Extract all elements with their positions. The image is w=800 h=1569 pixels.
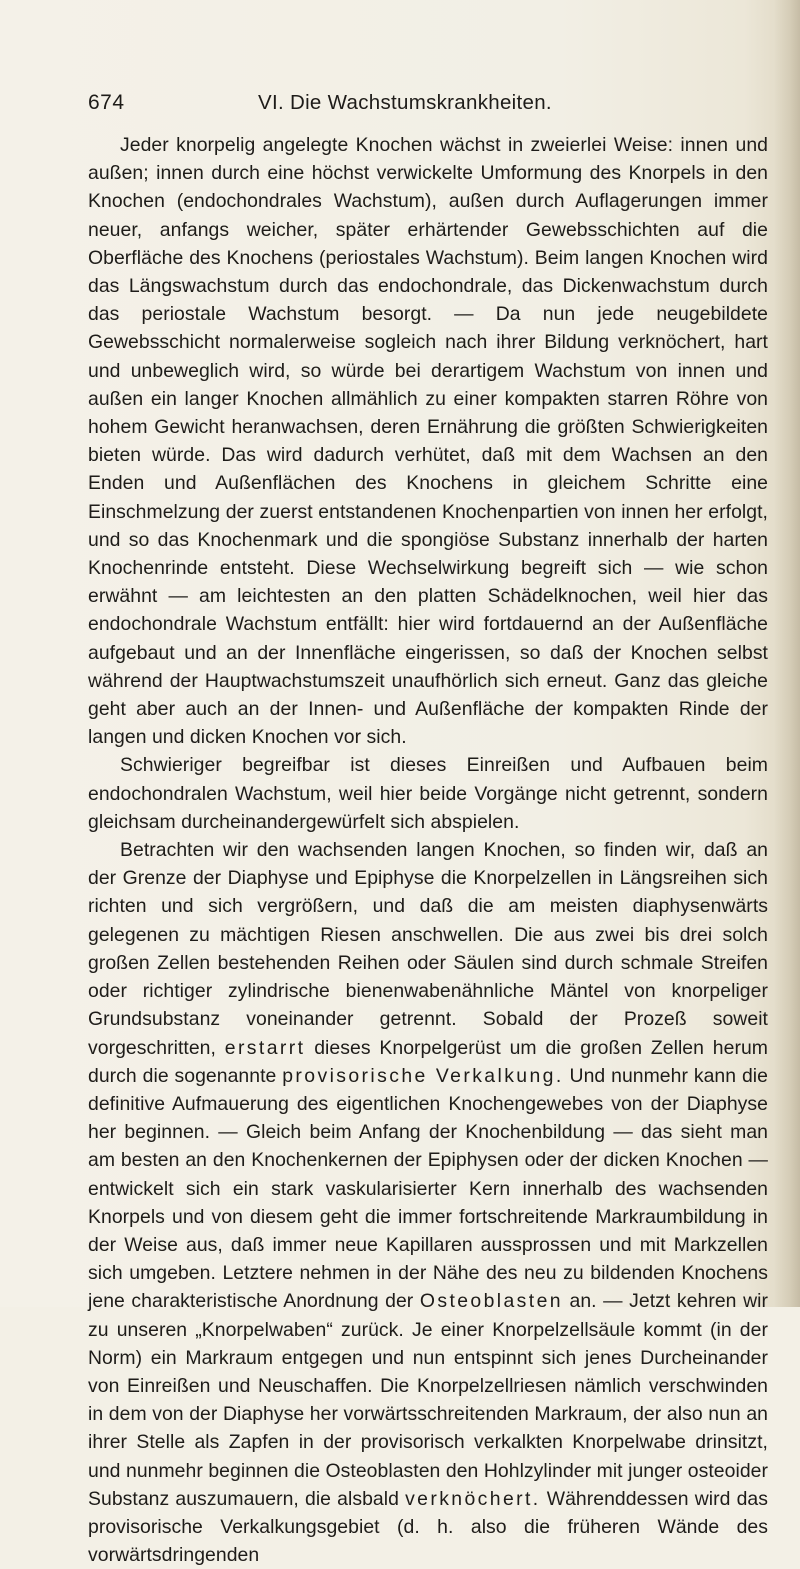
- spaced-term-erstarrt: erstarrt: [224, 1036, 306, 1059]
- spaced-term-provisorische-verkalkung: provisorische Verkalkung.: [282, 1064, 564, 1087]
- paragraph-3-text-1: Betrachten wir den wachsenden langen Knochen, so finden wir, daß an der Grenze der Diaphyse und Epiphyse die Knorpelzellen in Längsreihen sich richten und sich vergrößern, und daß die am meisten diaphysenwärts gelegenen zu mächtigen Riesen anschwellen. Die aus zwei bis drei solch großen Zellen bestehenden Reihen oder Säulen sind durch schmale Streifen oder richtiger zylindrische bienenwabenähnliche Mäntel von knorpeliger Grundsubstanz voneinander getrennt. Sobald der Prozeß soweit vorgeschritten,: [88, 839, 768, 1059]
- paragraph-3-text-4: an. — Jetzt kehren wir zu unseren „Knorpelwaben“ zurück. Je einer Knorpelzellsäule kommt (in der Norm) ein Markraum entgegen und nun entspinnt sich jenes Durcheinander von Einreißen und Neuschaffen. Die Knorpelzellriesen nämlich verschwinden in dem von der Diaphyse her vorwärtsschreitenden Markraum, der also nun an ihrer Stelle als Zapfen in der provisorisch verkalkten Knorpelwabe drinsitzt, und nunmehr beginnen die Osteoblasten den Hohlzylinder mit junger osteoider Substanz auszumauern, die alsbald: [88, 1290, 768, 1510]
- paragraph-3: [88, 836, 768, 1569]
- page-number: 674: [88, 91, 125, 114]
- page-edge-shadow: [774, 0, 800, 1307]
- page-header: [88, 91, 768, 121]
- spaced-term-verknoechert: verknöchert.: [405, 1487, 541, 1510]
- paragraph-3-text-3: Und nunmehr kann die definitive Aufmauerung des eigentlichen Knochengewebes von der Diaphyse her beginnen. — Gleich beim Anfang der Knochenbildung — das sieht man am besten an den Knochenkernen der Epiphysen oder der dicken Knochen — entwickelt sich ein stark vaskularisierter Kern innerhalb des wachsenden Knorpels und von diesem geht die immer fortschreitende Markraumbildung in der Weise aus, daß immer neue Kapillaren aussprossen und mit Markzellen sich umgeben. Letztere nehmen in der Nähe des neu zu bildenden Knochens jene charakteristische Anordnung der: [88, 1064, 768, 1313]
- paragraph-2: Schwieriger begreifbar ist dieses Einreißen und Aufbauen beim endochondralen Wachstum, weil hier beide Vorgänge nicht getrennt, sondern gleichsam durcheinandergewürfelt sich abspielen.: [88, 754, 768, 833]
- paragraph-1: Jeder knorpelig angelegte Knochen wächst in zweierlei Weise: innen und außen; innen durch eine höchst verwickelte Umformung des Knorpels in den Knochen (endochondrales Wachstum), außen durch Auflagerungen immer neuer, anfangs weicher, später erhärtender Gewebsschichten auf die Oberfläche des Knochens (periostales Wachstum). Beim langen Knochen wird das Längswachstum durch das endochondrale, das Dickenwachstum durch das periostale Wachstum besorgt. — Da nun jede neugebildete Gewebsschicht normalerweise sogleich nach ihrer Bildung verknöchert, hart und unbeweglich wird, so würde bei derartigem Wachstum von innen und außen ein langer Knochen allmählich zu einer kompakten starren Röhre von hohem Gewicht heranwachsen, deren Ernährung die größten Schwierigkeiten bieten würde. Das wird dadurch verhütet, daß mit dem Wachsen an den Enden und Außenflächen des Knochens in gleichem Schritte eine Einschmelzung der zuerst entstandenen Knochenpartien von innen her erfolgt, und so das Knochenmark und die spongiöse Substanz innerhalb der harten Knochenrinde entsteht. Diese Wechselwirkung begreift sich — wie schon erwähnt — am leichtesten an den platten Schädelknochen, weil hier das endochondrale Wachstum entfällt: hier wird fortdauernd an der Außenfläche aufgebaut und an der Innenfläche eingerissen, so daß der Knochen selbst während der Hauptwachstumszeit unaufhörlich sich erneut. Ganz das gleiche geht aber auch an der Innen- und Außenfläche der kompakten Rinde der langen und dicken Knochen vor sich.: [88, 134, 768, 749]
- paragraph-3-text-2: dieses Knorpelgerüst um die großen Zellen herum durch die sogenannte: [88, 1036, 769, 1087]
- paragraph-3-text-5: Währenddessen wird das provisorische Verkalkungsgebiet (d. h. also die früheren Wände des vorwärtsdringenden: [88, 1487, 769, 1567]
- running-head: VI. Die Wachstumskrankheiten.: [258, 91, 552, 114]
- body-text: [88, 131, 768, 1569]
- spaced-term-osteoblasten: Osteoblasten: [419, 1290, 563, 1313]
